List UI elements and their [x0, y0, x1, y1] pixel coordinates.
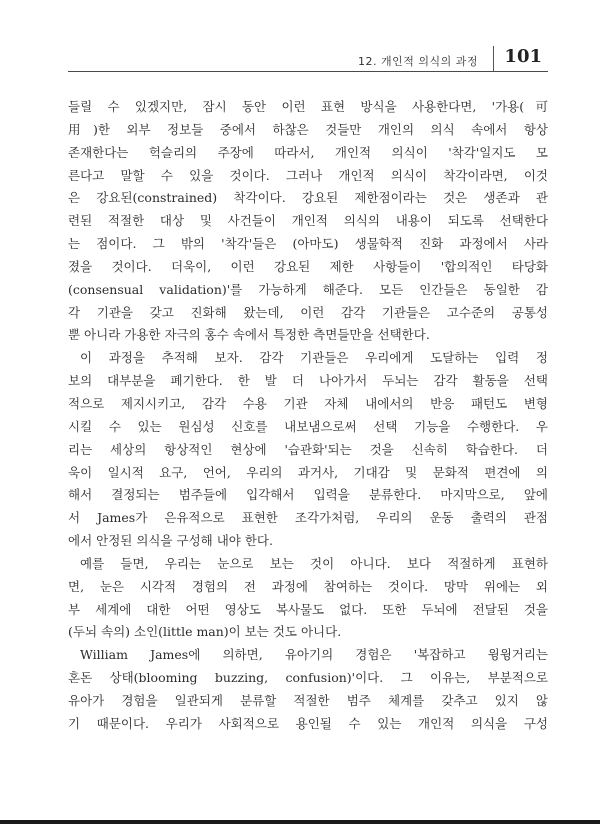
text-line: 에서 안정된 의식을 구성해 내야 한다.	[68, 533, 273, 549]
text-line: 련된 적절한 대상 및 사건들이 개인적 의식의 내용이 되도록 선택한다	[68, 213, 548, 229]
text-line: 각 기관을 갖고 진화해 왔는데, 이런 감각 기관들은 고수준의 공통성	[68, 304, 548, 320]
text-line: 은 강요된(constrained) 착각이다. 강요된 제한점이라는 것은 생존과 관	[68, 190, 548, 206]
text-line: 서 James가 은유적으로 표현한 조각가처럼, 우리의 운동 출력의 관점	[68, 510, 548, 526]
text-line: 른다고 말할 수 있을 것이다. 그러나 개인적 의식이 착각이라면, 이것	[68, 167, 548, 183]
text-line: 보의 대부분을 폐기한다. 한 발 더 나아가서 두뇌는 감각 활동을 선택	[68, 373, 548, 389]
text-line: 존재한다는 헉슬리의 주장에 따라서, 개인적 의식이 '착각'일지도 모	[68, 144, 548, 160]
text-line: 예를 들면, 우리는 눈으로 보는 것이 아니다. 보다 적절하게 표현하	[80, 555, 548, 571]
text-line: 뿐 아니라 가용한 자극의 홍수 속에서 특정한 측면들만을 선택한다.	[68, 327, 430, 343]
text-line: 리는 세상의 항상적인 현상에 '습관화'되는 것을 신속히 학습한다. 더	[68, 441, 548, 457]
header-divider	[493, 46, 494, 72]
body-text	[68, 96, 548, 736]
text-line: 면, 눈은 시각적 경험의 전 과정에 참여하는 것이다. 망막 위에는 외	[68, 578, 548, 594]
header-rule	[68, 71, 548, 72]
text-line: 들릴 수 있겠지만, 잠시 동안 이런 표현 방식을 사용한다면, '가용(可	[68, 99, 548, 114]
text-line: 해서 결정되는 범주들에 입각해서 입력을 분류한다. 마지막으로, 앞에	[68, 487, 548, 503]
text-line: 부 세계에 대한 어떤 영상도 복사물도 없다. 또한 두뇌에 전달된 것을	[68, 601, 548, 617]
text-line: 적으로 제지시키고, 감각 수용 기관 자체 내에서의 반응 패턴도 변형	[68, 395, 548, 411]
text-line: 유아가 경험을 일관되게 분류할 적절한 범주 체계를 갖추고 있지 않	[68, 692, 548, 708]
text-line: 用)한 외부 정보들 중에서 하찮은 것들만 개인의 의식 속에서 항상	[68, 121, 548, 137]
page-number: 101	[504, 46, 542, 67]
text-line: (consensual validation)'를 가능하게 해준다. 모든 인간들은 동일한 감	[68, 281, 548, 297]
text-line: 이 과정을 추적해 보자. 감각 기관들은 우리에게 도달하는 입력 정	[80, 350, 548, 366]
text-line: 는 점이다. 그 밖의 '착각'들은 (아마도) 생물학적 진화 과정에서 사라	[68, 236, 548, 252]
text-line: (두뇌 속의) 소인(little man)이 보는 것도 아니다.	[68, 624, 342, 640]
text-line: 혼돈 상태(blooming buzzing, confusion)'이다. 그 이유는, 부분적으로	[68, 670, 548, 686]
chapter-title: 12. 개인적 의식의 과정	[358, 55, 478, 68]
page-header	[68, 40, 548, 80]
text-line: 욱이 일시적 요구, 언어, 우리의 과거사, 기대감 및 문화적 편견에 의	[68, 464, 548, 480]
bottom-edge-bar	[0, 820, 600, 824]
text-line: 졌을 것이다. 더욱이, 이런 강요된 제한 사항들이 '합의적인 타당화	[68, 258, 548, 274]
text-line: William James에 의하면, 유아기의 경험은 '복잡하고 윙윙거리는	[80, 647, 548, 663]
text-line: 시킬 수 있는 원심성 신호를 내보냄으로써 선택 기능을 수행한다. 우	[68, 418, 548, 434]
text-line: 기 때문이다. 우리가 사회적으로 용인될 수 있는 개인적 의식을 구성	[68, 715, 548, 731]
